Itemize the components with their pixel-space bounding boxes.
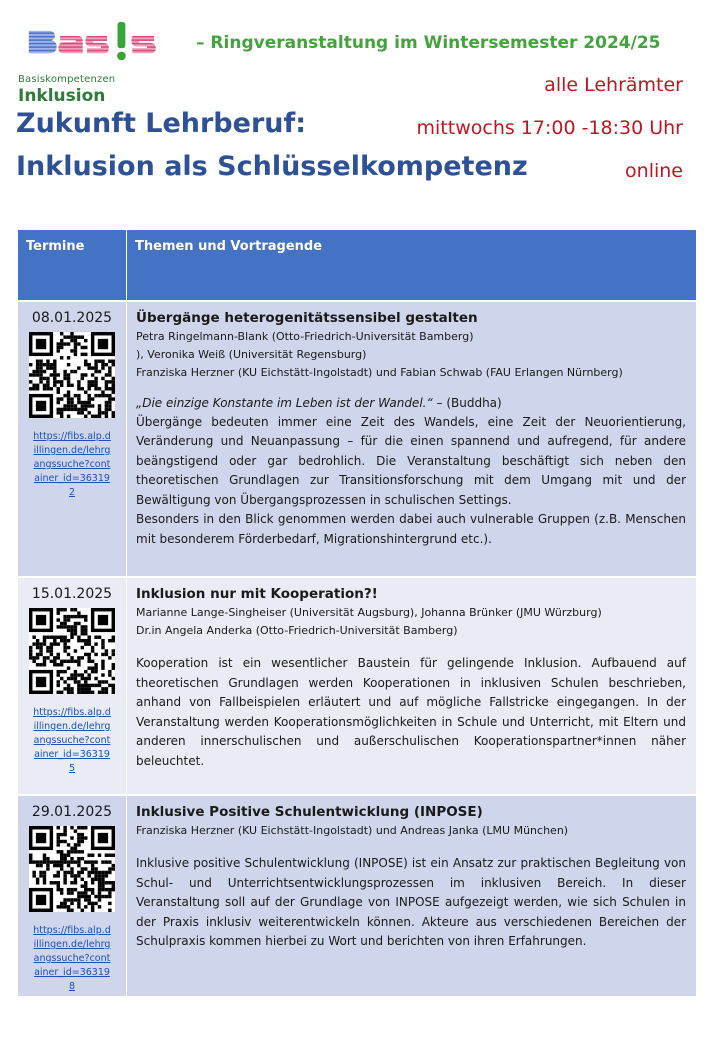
registration-link[interactable]: https://fibs.alp.dillingen.de/lehrgangssuche?container_id=363192 [33,431,111,498]
date-cell [18,796,127,996]
speaker-line: Dr.in Angela Anderka (Otto-Friedrich-Universität Bamberg) [136,624,458,637]
time-label: mittwochs 17:00 -18:30 Uhr [416,117,683,139]
mode-label: online [625,160,683,182]
page-title-line2: Inklusion als Schlüsselkompetenz [16,151,528,182]
qr-code-icon[interactable] [29,826,115,912]
speaker-line: Franziska Herzner (KU Eichstätt-Ingolstadt) und Fabian Schwab (FAU Erlangen Nürnberg) [136,366,623,379]
logo-title: Inklusion [18,86,106,106]
basis-logo-wordmark [16,22,186,62]
logo-subtitle: Basiskompetenzen [18,74,116,85]
date-cell [18,302,127,576]
audience-label: alle Lehrämter [544,74,683,96]
topic-cell [127,578,696,794]
event-description: Übergänge bedeuten immer eine Zeit des Wandels, eine Zeit der Neuorientierung, Veränderung und Neuanpassung – für die einen spannend und aufregend, für andere beängstigend oder gar bedrohlich. Die Veranstaltung beschäftigt sich neben den theoretischen Grundlagen zur Transitionsforschung mit dem Umgang mit und der Bewältigung von Übergangsprozessen in schulischen Settings. [136,414,686,507]
date-cell [18,578,127,794]
topic-cell [127,302,696,576]
column-header-topics: Themen und Vortragende [135,239,323,254]
speaker-line: Franziska Herzner (KU Eichstätt-Ingolstadt) und Andreas Janka (LMU München) [136,824,569,837]
table-row [18,796,696,998]
event-description: Inklusive positive Schulentwicklung (INPOSE) ist ein Ansatz zur praktischen Begleitung von Schul- und Unterrichtsentwicklungsprozessen im inklusiven Bereich. In dieser Veranstaltung soll auf der Grundlage von INPOSE aufgezeigt werden, wie sich Schulen in der Praxis inklusiv weiterentwickeln können. Akteure aus verschiedenen Bereichen der Schulpraxis kommen hierbei zu Wort und berichten von ihren Erfahrungen. [136,856,686,948]
event-description: Kooperation ist ein wesentlicher Baustein für gelingende Inklusion. Aufbauend auf theoretischen Grundlagen werden Kooperationen in inklusiven Schulen beschrieben, anhand von Fallbeispielen erläutert und auf mögliche Fallstricke eingegangen. In der Veranstaltung werden Kooperationsmöglichkeiten in Schule und Unterricht, mit Eltern und anderen innerschulischen und außerschulischen Kooperationspartner*innen näher beleuchtet. [136,656,686,768]
event-quote [136,394,686,413]
event-date: 08.01.2025 [31,310,113,326]
speaker-line: Petra Ringelmann-Blank (Otto-Friedrich-Universität Bamberg) [136,330,474,343]
speaker-line: Marianne Lange-Singheiser (Universität Augsburg), Johanna Brünker (JMU Würzburg) [136,606,602,619]
registration-link[interactable]: https://fibs.alp.dillingen.de/lehrgangssuche?container_id=363195 [33,707,111,774]
series-label: – Ringveranstaltung im Wintersemester 2024/25 [196,33,661,53]
quote-text: „Die einzige Konstante im Leben ist der Wandel.“ [136,396,433,410]
basis-logo [16,8,191,106]
speaker-line: ), Veronika Weiß (Universität Regensburg) [136,348,367,361]
qr-code-icon[interactable] [29,332,115,418]
event-title: Inklusion nur mit Kooperation?! [136,586,378,602]
table-row [18,302,696,578]
column-header-dates: Termine [18,230,127,300]
event-title: Inklusive Positive Schulentwicklung (INPOSE) [136,804,483,820]
table-header [18,230,696,302]
table-row [18,578,696,796]
event-date: 29.01.2025 [31,804,113,820]
page-title-line1: Zukunft Lehrberuf: [16,108,307,139]
qr-code-icon[interactable] [29,608,115,694]
event-title: Übergänge heterogenitätssensibel gestalten [136,310,478,326]
schedule-table [18,230,696,998]
topic-cell [127,796,696,996]
registration-link[interactable]: https://fibs.alp.dillingen.de/lehrgangssuche?container_id=363198 [33,925,111,992]
event-date: 15.01.2025 [31,586,113,602]
event-description-2: Besonders in den Blick genommen werden dabei auch vulnerable Gruppen (z.B. Menschen mit besonderem Förderbedarf, Migrationshintergrund etc.). [136,512,686,546]
quote-source: – (Buddha) [432,396,502,410]
